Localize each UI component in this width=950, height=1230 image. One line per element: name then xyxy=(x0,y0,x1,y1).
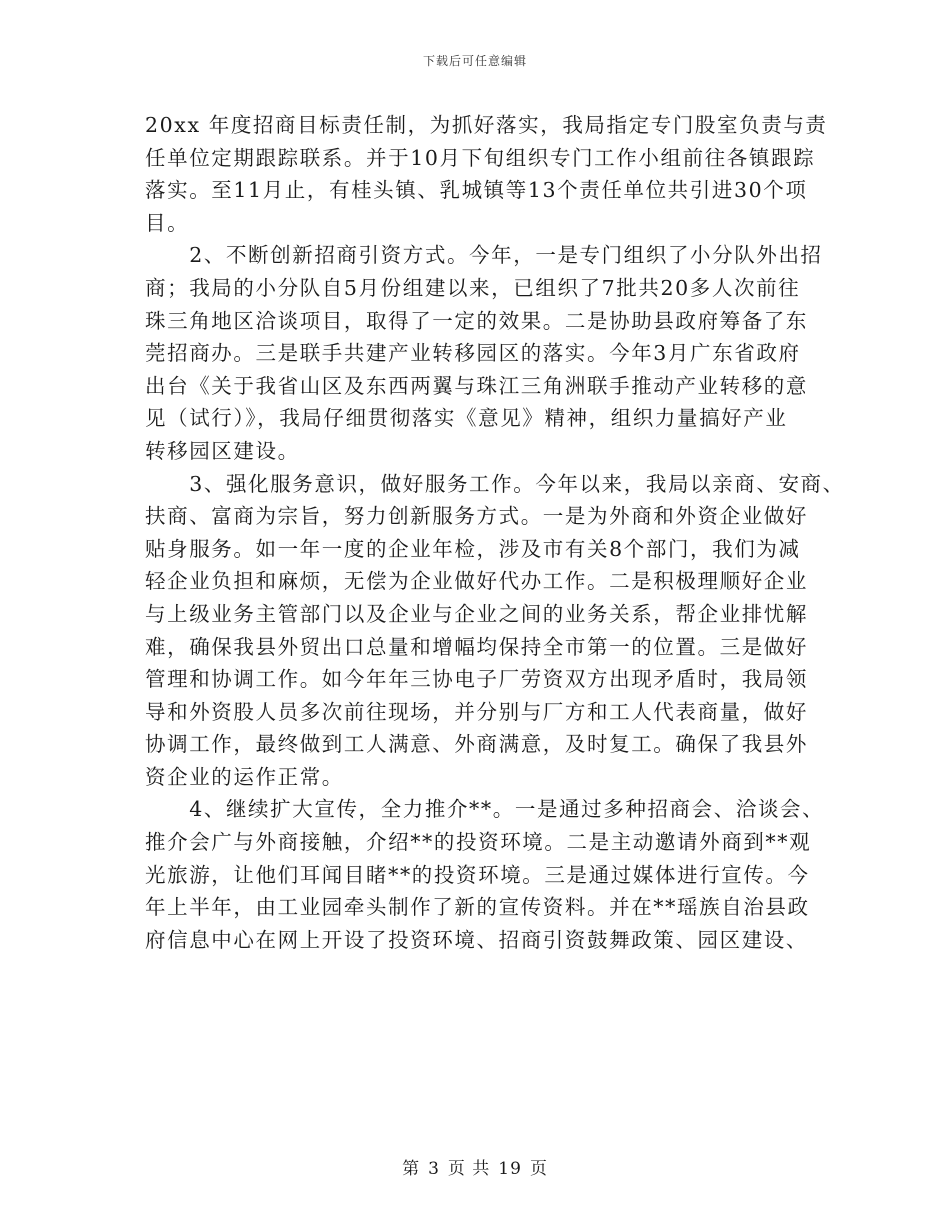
body-line: 贴身服务。如一年一度的企业年检，涉及市有关8个部门，我们为减 xyxy=(145,536,801,561)
body-line: 与上级业务主管部门以及企业与企业之间的业务关系，帮企业排忧解 xyxy=(145,601,808,626)
body-line: 扶商、富商为宗旨，努力创新服务方式。一是为外商和外资企业做好 xyxy=(145,504,808,529)
footer-prefix: 第 xyxy=(402,1159,421,1179)
current-page-number: 3 xyxy=(428,1159,440,1179)
body-line: 2、不断创新招商引资方式。今年，一是专门组织了小分队外出招 xyxy=(145,243,823,268)
body-line: 见（试行）》，我局仔细贯彻落实《意见》精神，组织力量搞好产业 xyxy=(145,406,788,431)
body-line: 4、继续扩大宣传，全力推介**。一是通过多种招商会、洽谈会、 xyxy=(145,797,825,822)
page-header-note: 下载后可任意编辑 xyxy=(422,54,527,68)
body-line: 府信息中心在网上开设了投资环境、招商引资鼓舞政策、园区建设、 xyxy=(145,927,808,952)
body-line: 莞招商办。三是联手共建产业转移园区的落实。今年3月广东省政府 xyxy=(145,341,801,366)
body-line: 轻企业负担和麻烦，无偿为企业做好代办工作。二是积极理顺好企业 xyxy=(145,569,808,594)
body-line: 难，确保我县外贸出口总量和增幅均保持全市第一的位置。三是做好 xyxy=(145,634,808,659)
footer-mid: 页 共 xyxy=(447,1159,491,1179)
body-line: 3、强化服务意识，做好服务工作。今年以来，我局以亲商、安商、 xyxy=(145,471,845,496)
total-pages-number: 19 xyxy=(498,1159,522,1179)
page-footer xyxy=(0,1154,950,1179)
footer-suffix: 页 xyxy=(529,1159,548,1179)
document-body xyxy=(145,109,845,956)
body-line: 资企业的运作正常。 xyxy=(145,764,344,789)
body-line: 落实。至11月止，有桂头镇、乳城镇等13个责任单位共引进30个项 xyxy=(145,178,808,203)
body-line: 出台《关于我省山区及东西两翼与珠江三角洲联手推动产业转移的意 xyxy=(145,373,808,398)
body-line: 任单位定期跟踪联系。并于10月下旬组织专门工作小组前往各镇跟踪 xyxy=(145,145,816,170)
body-line: 推介会广与外商接触，介绍**的投资环境。二是主动邀请外商到**观 xyxy=(145,830,812,855)
body-line: 协调工作，最终做到工人满意、外商满意，及时复工。确保了我县外 xyxy=(145,732,808,757)
body-line: 珠三角地区洽谈项目，取得了一定的效果。二是协助县政府筹备了东 xyxy=(145,308,808,333)
body-line: 目。 xyxy=(145,210,190,235)
body-line: 光旅游，让他们耳闻目睹**的投资环境。三是通过媒体进行宣传。今 xyxy=(145,862,810,887)
body-line: 管理和协调工作。如今年年三协电子厂劳资双方出现矛盾时，我局领 xyxy=(145,667,808,692)
body-line: 20xx 年度招商目标责任制，为抓好落实，我局指定专门股室负责与责 xyxy=(145,113,828,137)
body-line: 商；我局的小分队自5月份组建以来，已组织了7批共20多人次前往 xyxy=(145,275,801,300)
body-line: 转移园区建设。 xyxy=(145,438,300,463)
body-line: 导和外资股人员多次前往现场，并分别与厂方和工人代表商量，做好 xyxy=(145,699,808,724)
body-line: 年上半年，由工业园牵头制作了新的宣传资料。并在**瑶族自治县政 xyxy=(145,895,810,920)
